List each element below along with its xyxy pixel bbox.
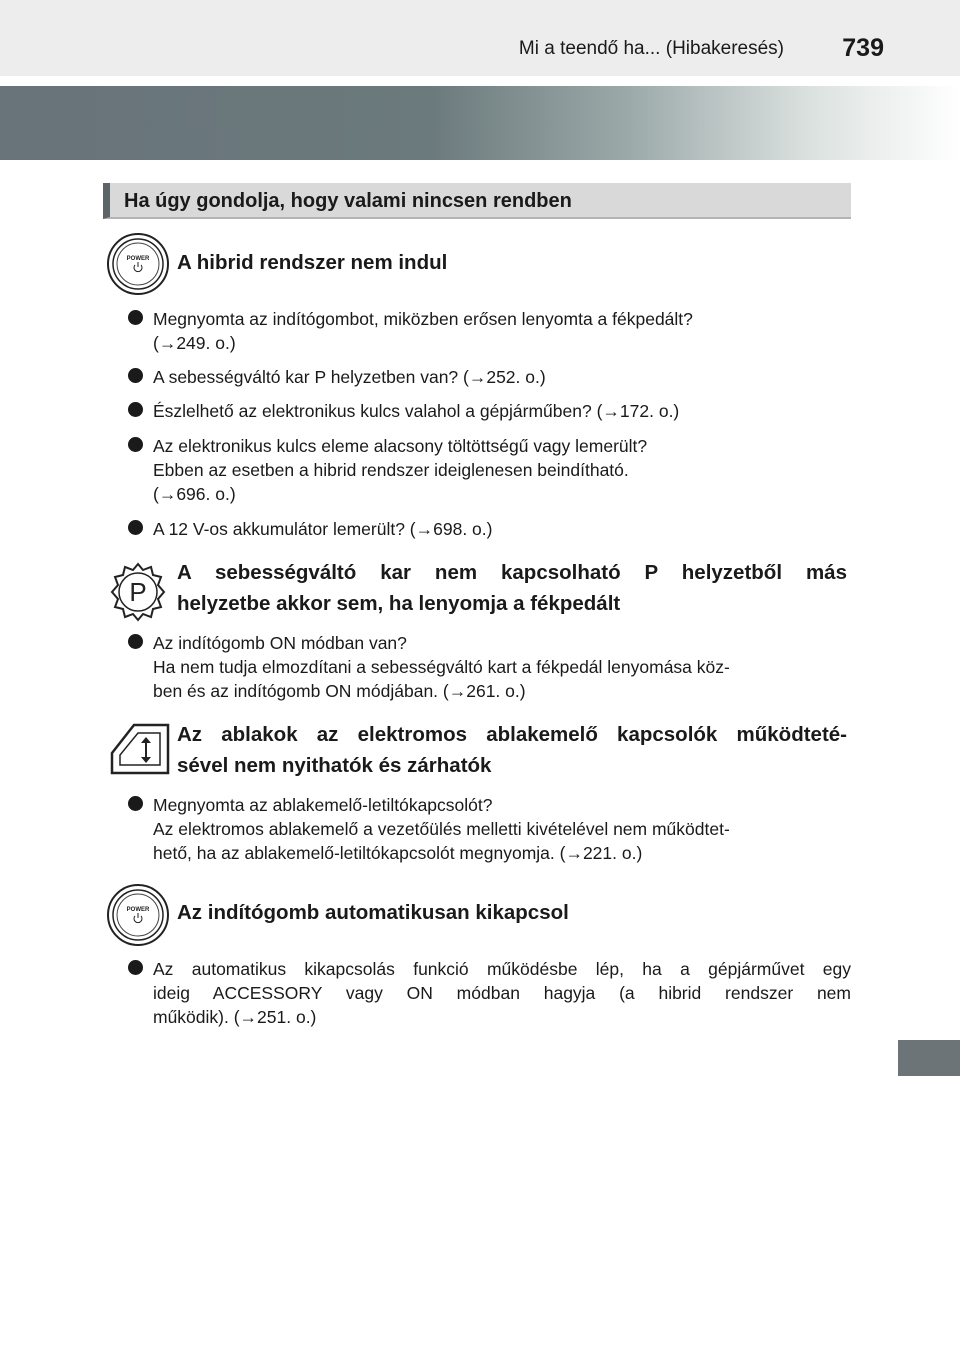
bullet-icon xyxy=(128,402,143,417)
list-item xyxy=(128,434,851,506)
page-reference: (→696. o.) xyxy=(153,484,236,504)
list-item xyxy=(128,399,851,423)
section-heading xyxy=(103,183,851,219)
list-item xyxy=(128,793,851,865)
list-item-text: Az automatikus kikapcsolás funkció működésbe lép, ha a gépjárművet egy xyxy=(153,959,851,979)
bullet-icon xyxy=(128,960,143,975)
problem-2-title-line-1: A sebességváltó kar nem kapcsolható P helyzetből más xyxy=(177,561,847,584)
problem-3-title-line-1: Az ablakok az elektromos ablakemelő kapcsolók működteté- xyxy=(177,723,847,746)
problem-2-title-line-2: helyzetbe akkor sem, ha lenyomja a fékpedált xyxy=(177,592,621,615)
power-button-icon xyxy=(106,883,170,947)
problem-4-title: Az indítógomb automatikusan kikapcsol xyxy=(177,901,569,924)
shift-p-icon xyxy=(106,560,170,624)
power-window-icon xyxy=(108,717,172,781)
list-item-text: Az indítógomb ON módban van? xyxy=(153,633,407,653)
list-item-text: Ebben az esetben a hibrid rendszer ideiglenesen beindítható. xyxy=(153,460,629,480)
list-item-text: A 12 V-os akkumulátor lemerült? (→698. o.) xyxy=(153,519,493,539)
bullet-icon xyxy=(128,796,143,811)
chapter-banner xyxy=(0,86,960,160)
problem-3-title-line-2: sével nem nyithatók és zárhatók xyxy=(177,754,492,777)
list-item-text: Megnyomta az indítógombot, miközben erősen lenyomta a fékpedált? xyxy=(153,309,693,329)
chapter-side-tab xyxy=(898,1040,960,1076)
power-icon-label: POWER xyxy=(126,256,150,262)
chapter-title: Mi a teendő ha... (Hibakeresés) xyxy=(518,38,784,59)
list-item-text: működik). (→251. o.) xyxy=(153,1007,317,1027)
bullet-icon xyxy=(128,437,143,452)
list-item-text: hető, ha az ablakemelő-letiltókapcsolót megnyomja. (→221. o.) xyxy=(153,843,643,863)
power-icon-label: POWER xyxy=(126,907,150,913)
bullet-icon xyxy=(128,310,143,325)
bullet-icon xyxy=(128,520,143,535)
gear-icon-label: P xyxy=(129,577,147,607)
page-number: 739 xyxy=(842,34,884,62)
running-header xyxy=(0,0,960,76)
list-item xyxy=(128,365,851,389)
list-item-text: Megnyomta az ablakemelő-letiltókapcsolót? xyxy=(153,795,493,815)
power-button-icon xyxy=(106,232,170,296)
list-item xyxy=(128,957,851,1029)
page-reference: (→249. o.) xyxy=(153,333,236,353)
list-item-text: ideig ACCESSORY vagy ON módban hagyja (a hibrid rendszer nem xyxy=(153,983,851,1003)
section-heading-text: Ha úgy gondolja, hogy valami nincsen rendben xyxy=(124,190,572,212)
list-item-text: Észlelhető az elektronikus kulcs valahol a gépjárműben? (→172. o.) xyxy=(153,401,680,421)
list-item-text: ben és az indítógomb ON módjában. (→261. o.) xyxy=(153,681,526,701)
list-item xyxy=(128,307,851,355)
list-item-text: Az elektronikus kulcs eleme alacsony töltöttségű vagy lemerült? xyxy=(153,436,648,456)
problem-1-title: A hibrid rendszer nem indul xyxy=(177,251,448,274)
bullet-icon xyxy=(128,368,143,383)
list-item xyxy=(128,517,851,541)
list-item-text: Ha nem tudja elmozdítani a sebességváltó kart a fékpedál lenyomása köz- xyxy=(153,657,730,677)
list-item-text: A sebességváltó kar P helyzetben van? (→252. o.) xyxy=(153,367,546,387)
list-item xyxy=(128,631,851,703)
bullet-icon xyxy=(128,634,143,649)
list-item-text: Az elektromos ablakemelő a vezetőülés melletti kivételével nem működtet- xyxy=(153,819,730,839)
